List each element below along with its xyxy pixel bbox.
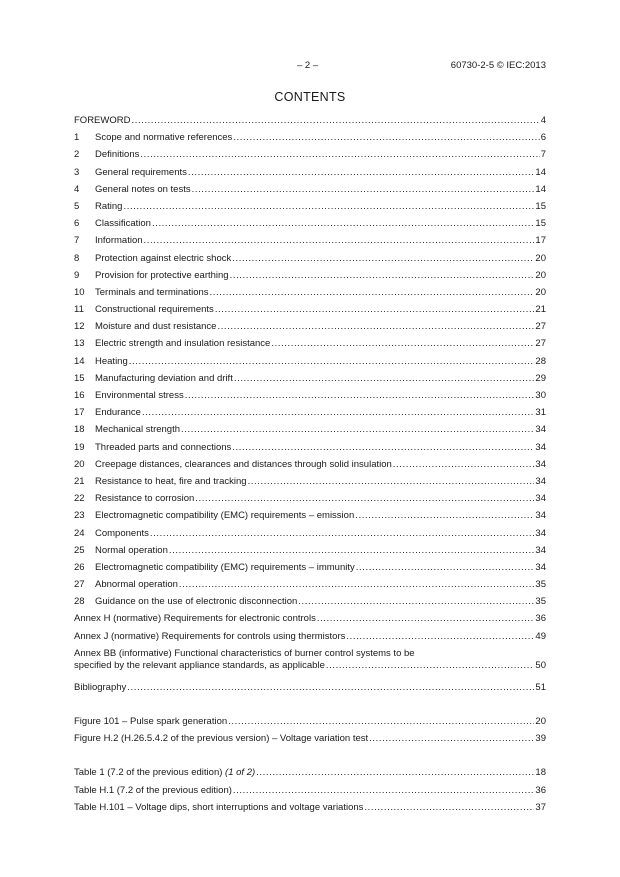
toc-entry[interactable] <box>74 439 546 456</box>
toc-entry[interactable] <box>74 284 546 301</box>
toc-entry-text: FOREWORD <box>74 115 131 126</box>
dot-leader <box>230 267 535 284</box>
toc-entry-page: 15 <box>535 200 546 212</box>
toc-entry-table-h101[interactable] <box>74 799 546 816</box>
toc-entry-number: 25 <box>74 544 85 556</box>
toc-entry-text: Constructional requirements <box>95 304 214 316</box>
toc-entry[interactable] <box>74 112 546 129</box>
toc-entry-text: Annex J (normative) Requirements for controls using thermistors <box>74 630 346 642</box>
dot-leader <box>169 542 535 559</box>
toc-entry-page: 51 <box>535 681 546 693</box>
dot-leader <box>271 335 534 352</box>
section-spacer <box>74 747 546 764</box>
toc-entry-text: Endurance <box>95 407 141 419</box>
toc-entry-text: Rating <box>95 200 123 212</box>
toc-entry[interactable] <box>74 559 546 576</box>
toc-entry-page: 34 <box>535 527 546 539</box>
dot-leader <box>364 799 534 816</box>
toc-entry-number: 20 <box>74 458 85 470</box>
toc-entry-number: 24 <box>74 527 85 539</box>
toc-entry-number: 2 <box>74 149 80 161</box>
toc-entry-page: 34 <box>535 544 546 556</box>
dot-leader <box>233 782 535 799</box>
dot-leader <box>185 387 535 404</box>
toc-entry-page: 27 <box>535 321 546 333</box>
toc-entry-page: 15 <box>535 218 546 230</box>
toc-entry-page: 20 <box>535 252 546 264</box>
toc-entry[interactable] <box>74 318 546 335</box>
toc-entry-text-line1: Annex BB (informative) Functional characteristics of burner control systems to be <box>74 647 415 659</box>
toc-entry-number: 15 <box>74 372 85 384</box>
toc-entry-page: 20 <box>535 286 546 298</box>
toc-entry-text: Guidance on the use of electronic disconnection <box>95 596 298 608</box>
toc-entry-page: 34 <box>535 493 546 505</box>
page-number: – 2 – <box>297 60 319 71</box>
toc-entry-text: General requirements <box>95 166 187 178</box>
toc-entry-text-main: Table 1 (7.2 of the previous edition) <box>74 767 226 779</box>
toc-entry-page: 39 <box>535 733 546 745</box>
toc-entry-text: Information <box>95 235 143 247</box>
dot-leader <box>144 232 535 249</box>
toc-entry[interactable] <box>74 181 546 198</box>
dot-leader <box>179 576 535 593</box>
toc-entry-number: 7 <box>74 235 80 247</box>
dot-leader <box>123 198 534 215</box>
toc-entry-text <box>74 764 255 781</box>
toc-entry-number: 26 <box>74 561 85 573</box>
section-spacer <box>74 696 546 713</box>
toc-entry-page: 7 <box>540 149 546 161</box>
toc-entry-text: Figure H.2 (H.26.5.4.2 of the previous version) – Voltage variation test <box>74 733 369 745</box>
toc-entry-annex-h[interactable] <box>74 610 546 627</box>
toc-entry-number: 1 <box>74 132 80 144</box>
toc-entry-number: 13 <box>74 338 85 350</box>
dot-leader <box>188 164 535 181</box>
toc-entry[interactable] <box>74 198 546 215</box>
toc-entry-text: Creepage distances, clearances and distances through solid insulation <box>95 458 392 470</box>
toc-entry-number: 14 <box>74 355 85 367</box>
dot-leader <box>233 129 539 146</box>
toc-entry-number: 27 <box>74 579 85 591</box>
toc-entry-table-1[interactable] <box>74 764 546 781</box>
dot-leader <box>234 370 535 387</box>
dot-leader <box>298 593 534 610</box>
dot-leader <box>369 730 534 747</box>
toc-clauses <box>74 112 546 610</box>
page-header <box>0 60 620 74</box>
dot-leader <box>232 250 534 267</box>
toc-entry-text-line2: specified by the relevant appliance standards, as applicable <box>74 660 325 672</box>
toc-entry-text: Scope and normative references <box>95 132 233 144</box>
toc-entry-page: 14 <box>535 166 546 178</box>
toc-entry-text: Table H.1 (7.2 of the previous edition) <box>74 784 232 796</box>
toc-entry[interactable] <box>74 421 546 438</box>
toc-entry-page: 31 <box>535 407 546 419</box>
toc-entry[interactable] <box>74 215 546 232</box>
toc-entry-text: Classification <box>95 218 151 230</box>
toc-entry-text: Heating <box>95 355 128 367</box>
dot-leader <box>142 404 534 421</box>
toc-entry-line2 <box>74 660 546 673</box>
toc-entry-number: 19 <box>74 441 85 453</box>
toc-entry-number: 23 <box>74 510 85 522</box>
contents-title: CONTENTS <box>274 90 346 104</box>
toc-entry-table-h1[interactable] <box>74 782 546 799</box>
toc-entry-annex-bb[interactable] <box>74 645 546 679</box>
dot-leader <box>256 764 534 781</box>
toc-entry-page: 35 <box>535 579 546 591</box>
toc-entry[interactable] <box>74 507 546 524</box>
toc-entry-page: 34 <box>535 458 546 470</box>
toc-entry-number: 4 <box>74 183 80 195</box>
dot-leader <box>346 628 534 645</box>
toc-entry[interactable] <box>74 576 546 593</box>
toc-entry-text: General notes on tests <box>95 183 191 195</box>
toc-entry[interactable] <box>74 146 546 163</box>
toc-entry[interactable] <box>74 164 546 181</box>
toc-entry-page: 50 <box>535 660 546 672</box>
toc-entry-page: 14 <box>535 183 546 195</box>
toc-entry[interactable] <box>74 525 546 542</box>
toc-entry-text: Electromagnetic compatibility (EMC) requirements – emission <box>95 510 355 522</box>
toc-entry-number: 3 <box>74 166 80 178</box>
toc-entry-page: 49 <box>535 630 546 642</box>
dot-leader <box>228 713 534 730</box>
toc-entry-text: Definitions <box>95 149 140 161</box>
toc-entry-page: 34 <box>535 424 546 436</box>
toc-entry-number: 11 <box>74 304 84 316</box>
toc-entry-annex-j[interactable] <box>74 628 546 645</box>
toc-entry[interactable] <box>74 129 546 146</box>
toc-entry-page: 36 <box>535 613 546 625</box>
dot-leader <box>248 473 535 490</box>
table-of-contents <box>74 112 546 816</box>
dot-leader <box>355 507 534 524</box>
toc-entry-number: 17 <box>74 407 85 419</box>
toc-entry-number: 9 <box>74 269 80 281</box>
toc-entry-figure-h2[interactable] <box>74 730 546 747</box>
dot-leader <box>131 112 539 129</box>
dot-leader <box>195 490 534 507</box>
toc-entry-page: 37 <box>535 801 546 813</box>
toc-entry-number: 28 <box>74 596 85 608</box>
toc-entry[interactable] <box>74 456 546 473</box>
toc-entry-page: 20 <box>535 269 546 281</box>
dot-leader <box>127 679 534 696</box>
toc-entry-page: 4 <box>540 115 546 126</box>
toc-entry-number: 8 <box>74 252 80 264</box>
dot-leader <box>393 456 535 473</box>
toc-entry[interactable] <box>74 301 546 318</box>
toc-entry-page: 30 <box>535 390 546 401</box>
toc-entry-text: Annex H (normative) Requirements for electronic controls <box>74 613 316 625</box>
toc-entry[interactable] <box>74 370 546 387</box>
toc-entry-text: Resistance to heat, fire and tracking <box>95 475 247 487</box>
toc-entry[interactable] <box>74 335 546 352</box>
toc-entry[interactable] <box>74 404 546 421</box>
toc-entry[interactable] <box>74 473 546 490</box>
toc-entry-page: 36 <box>535 784 546 796</box>
toc-entry-text: Abnormal operation <box>95 579 178 591</box>
toc-entry-text: Environmental stress <box>95 390 184 401</box>
toc-entry[interactable] <box>74 542 546 559</box>
toc-entry-text: Terminals and terminations <box>95 286 209 298</box>
toc-entry-text: Figure 101 – Pulse spark generation <box>74 716 228 727</box>
toc-entry-number: 6 <box>74 218 80 230</box>
toc-entry-text: Bibliography <box>74 681 127 693</box>
toc-entry-page: 28 <box>535 355 546 367</box>
toc-entry-number: 5 <box>74 200 80 212</box>
toc-entry[interactable] <box>74 250 546 267</box>
toc-entry-text: Table H.101 – Voltage dips, short interruptions and voltage variations <box>74 801 364 813</box>
toc-entry-page: 27 <box>535 338 546 350</box>
toc-entry-text: Electric strength and insulation resistance <box>95 338 271 350</box>
dot-leader <box>140 146 539 163</box>
toc-entry-number: 16 <box>74 390 85 401</box>
toc-entry-page: 18 <box>535 767 546 779</box>
toc-entry-text: Components <box>95 527 149 539</box>
toc-entry-page: 20 <box>535 716 546 727</box>
toc-entry-page: 6 <box>540 132 546 144</box>
dot-leader <box>129 353 535 370</box>
toc-entry[interactable] <box>74 267 546 284</box>
toc-entry-page: 34 <box>535 561 546 573</box>
document-reference: 60730-2-5 © IEC:2013 <box>450 60 546 71</box>
toc-entry-text-italic: (1 of 2) <box>225 767 256 779</box>
dot-leader <box>232 439 534 456</box>
toc-entry-text: Mechanical strength <box>95 424 181 436</box>
toc-entry-page: 35 <box>535 596 546 608</box>
toc-entry-number: 12 <box>74 321 85 333</box>
toc-entry[interactable] <box>74 593 546 610</box>
toc-entry[interactable] <box>74 353 546 370</box>
toc-entry-text: Threaded parts and connections <box>95 441 232 453</box>
toc-entry-text: Manufacturing deviation and drift <box>95 372 233 384</box>
dot-leader <box>217 318 534 335</box>
dot-leader <box>150 525 535 542</box>
dot-leader <box>356 559 535 576</box>
toc-entry-figure-101[interactable] <box>74 713 546 730</box>
toc-entry-text: Protection against electric shock <box>95 252 232 264</box>
dot-leader <box>215 301 535 318</box>
toc-entry-page: 34 <box>535 441 546 453</box>
dot-leader <box>326 660 535 673</box>
toc-entry-text: Electromagnetic compatibility (EMC) requirements – immunity <box>95 561 355 573</box>
toc-entry-text: Normal operation <box>95 544 168 556</box>
toc-entry-number: 18 <box>74 424 85 436</box>
toc-entry-page: 34 <box>535 475 546 487</box>
toc-entry-page: 21 <box>535 304 546 316</box>
toc-entry-text: Moisture and dust resistance <box>95 321 217 333</box>
dot-leader <box>152 215 534 232</box>
toc-entry-text: Resistance to corrosion <box>95 493 195 505</box>
toc-entry-text: Provision for protective earthing <box>95 269 229 281</box>
toc-entry-number: 21 <box>74 475 85 487</box>
dot-leader <box>181 421 534 438</box>
toc-entry-page: 34 <box>535 510 546 522</box>
toc-entry-bibliography[interactable] <box>74 679 546 696</box>
toc-entry-page: 17 <box>535 235 546 247</box>
dot-leader <box>317 610 535 627</box>
toc-entry[interactable] <box>74 232 546 249</box>
toc-entry-number: 10 <box>74 286 85 298</box>
toc-entry-number: 22 <box>74 493 85 505</box>
dot-leader <box>192 181 535 198</box>
toc-entry-page: 29 <box>535 372 546 384</box>
toc-entry[interactable] <box>74 490 546 507</box>
toc-entry[interactable] <box>74 387 546 404</box>
dot-leader <box>210 284 535 301</box>
